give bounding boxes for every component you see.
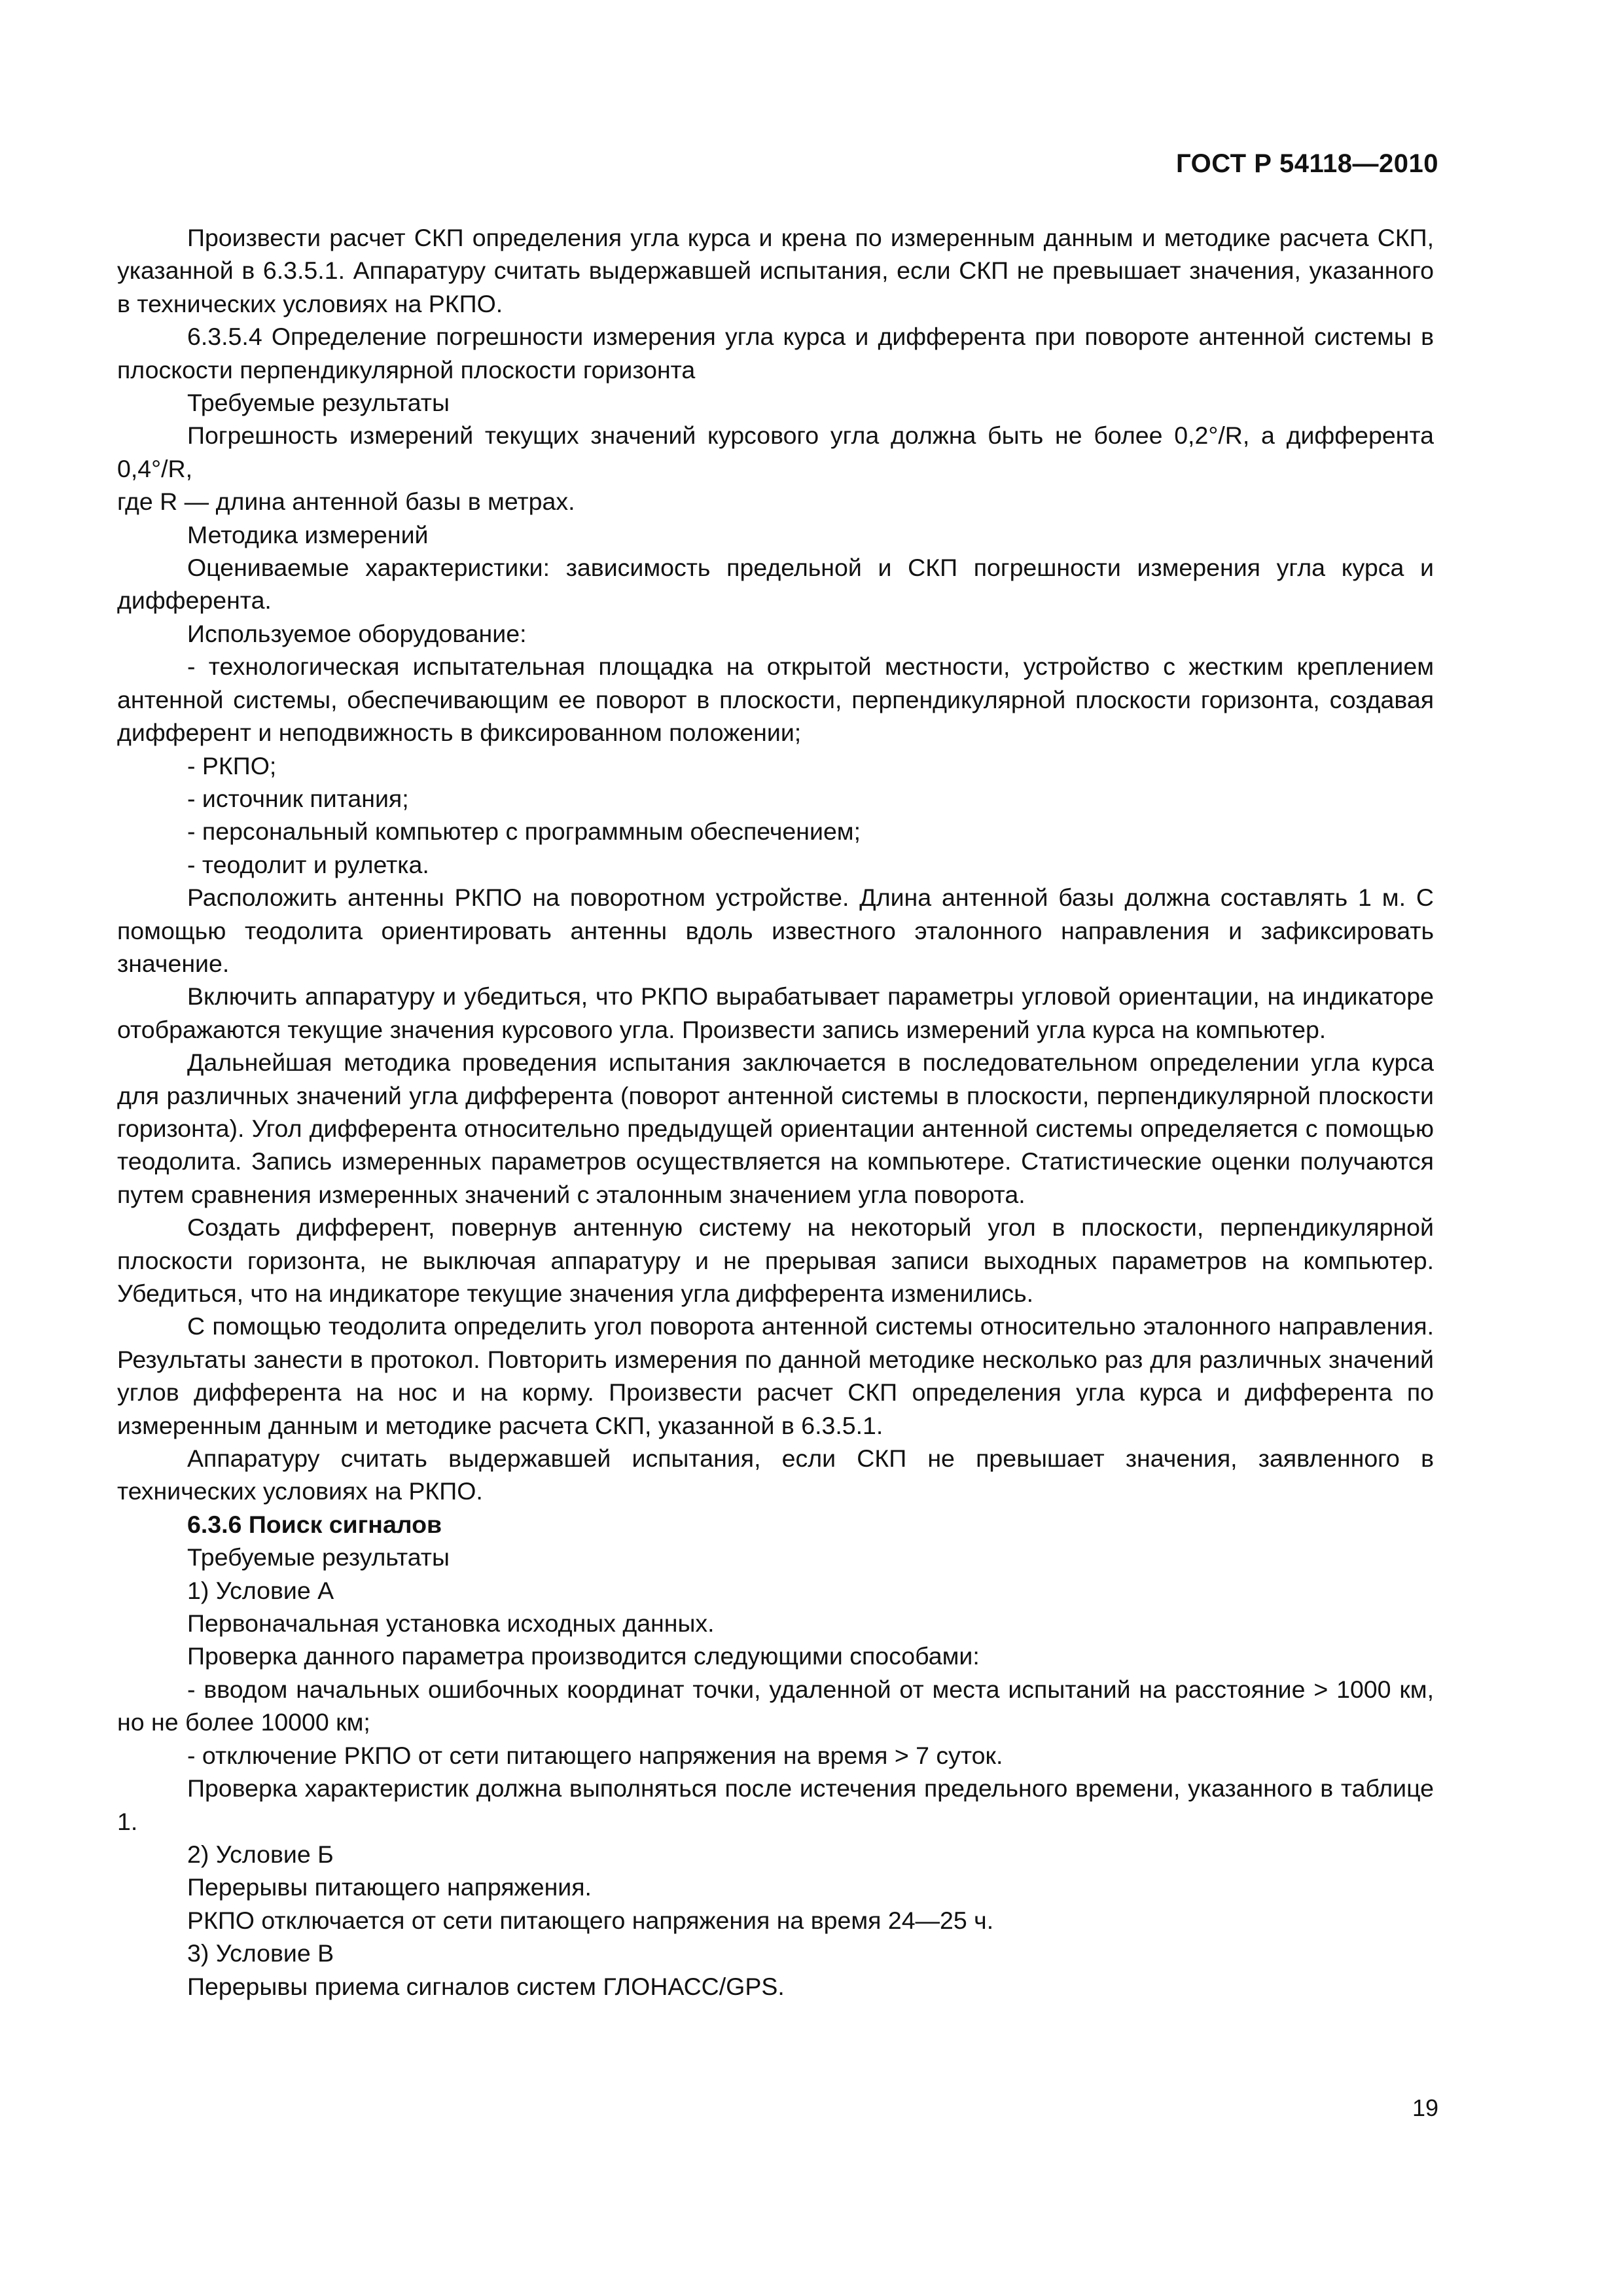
paragraph: Произвести расчет СКП определения угла курса и крена по измеренным данным и методике расчета СКП, указанной в 6.3.5.1. Аппаратуру считать выдержавшей испытания, если СКП не превышает значения, указанного в технических условиях на РКПО. <box>117 224 1434 317</box>
list-item: - вводом начальных ошибочных координат точки, удаленной от места испытаний на расстояние > 1000 км, но не более 10000 км; <box>117 1675 1434 1736</box>
paragraph: С помощью теодолита определить угол поворота антенной системы относительно эталонного направления. Результаты занести в протокол. Повторить измерения по данной методике несколько раз для различных значений углов дифферента на нос и на корму. Произвести расчет СКП определения угла курса и дифферента по измеренным данным и методике расчета СКП, указанной в 6.3.5.1. <box>117 1312 1434 1439</box>
paragraph: Погрешность измерений текущих значений курсового угла должна быть не более 0,2°/R, а дифферента 0,4°/R, <box>117 422 1434 482</box>
list-item: - технологическая испытательная площадка на открытой местности, устройство с жестким креплением антенной системы, обеспечивающим ее поворот в плоскости, перпендикулярной плоскости горизонта, создавая дифферент и неподвижность в фиксированном положении; <box>117 653 1434 747</box>
paragraph: Требуемые результаты <box>187 1543 450 1571</box>
list-item: - РКПО; <box>187 751 277 780</box>
paragraph: Расположить антенны РКПО на поворотном устройстве. Длина антенной базы должна составлять 1 м. С помощью теодолита ориентировать антенны вдоль известного эталонного направления и зафиксировать значение. <box>117 884 1434 977</box>
paragraph: Первоначальная установка исходных данных. <box>187 1609 715 1638</box>
paragraph: Проверка данного параметра производится следующими способами: <box>187 1642 980 1670</box>
paragraph: Используемое оборудование: <box>187 619 527 647</box>
list-item: - теодолит и рулетка. <box>187 850 429 878</box>
paragraph: Дальнейшая методика проведения испытания заключается в последовательном определении угла курса для различных значений угла дифферента (поворот антенной системы в плоскости, перпендикулярной плоскости горизонта). Угол дифферента относительно предыдущей ориентации антенной системы определяется с помощью теодолита. Запись измеренных параметров осуществляется на компьютере. Статистические оценки получаются путем сравнения измеренных значений с эталонным значением угла поворота. <box>117 1049 1434 1208</box>
section-heading-6-3-5-4: 6.3.5.4 Определение погрешности измерения угла курса и дифферента при повороте антенной системы в плоскости перпендикулярной плоскости горизонта <box>117 323 1434 384</box>
paragraph: Аппаратуру считать выдержавшей испытания, если СКП не превышает значения, заявленного в технических условиях на РКПО. <box>117 1444 1434 1505</box>
section-heading-6-3-6: 6.3.6 Поиск сигналов <box>187 1510 442 1538</box>
paragraph: где R — длина антенной базы в метрах. <box>117 488 575 516</box>
page-number: 19 <box>1412 2094 1438 2121</box>
paragraph: Оцениваемые характеристики: зависимость предельной и СКП погрешности измерения угла курса и дифферента. <box>117 554 1434 615</box>
paragraph: 1) Условие А <box>187 1576 334 1604</box>
paragraph: Методика измерений <box>187 520 429 548</box>
document-header: ГОСТ Р 54118—2010 <box>1176 149 1438 178</box>
list-item: - отключение РКПО от сети питающего напряжения на время > 7 суток. <box>187 1741 1003 1769</box>
paragraph: Перерывы приема сигналов систем ГЛОНАСС/GPS. <box>187 1972 785 2000</box>
body-text <box>117 221 1434 2003</box>
paragraph: 3) Условие В <box>187 1939 334 1967</box>
paragraph: Требуемые результаты <box>187 389 450 417</box>
paragraph: 2) Условие Б <box>187 1840 334 1868</box>
paragraph: Проверка характеристик должна выполняться после истечения предельного времени, указанного в таблице 1. <box>117 1774 1434 1835</box>
paragraph: Создать дифферент, повернув антенную систему на некоторый угол в плоскости, перпендикулярной плоскости горизонта, не выключая аппаратуру и не прерывая записи выходных параметров на компьютер. Убедиться, что на индикаторе текущие значения угла дифферента изменились. <box>117 1213 1434 1307</box>
list-item: - персональный компьютер с программным обеспечением; <box>187 817 861 846</box>
paragraph: РКПО отключается от сети питающего напряжения на время 24—25 ч. <box>187 1906 994 1934</box>
list-item: - источник питания; <box>187 784 409 812</box>
paragraph: Включить аппаратуру и убедиться, что РКПО вырабатывает параметры угловой ориентации, на индикаторе отображаются текущие значения курсового угла. Произвести запись измерений угла курса на компьютер. <box>117 982 1434 1043</box>
paragraph: Перерывы питающего напряжения. <box>187 1873 592 1901</box>
